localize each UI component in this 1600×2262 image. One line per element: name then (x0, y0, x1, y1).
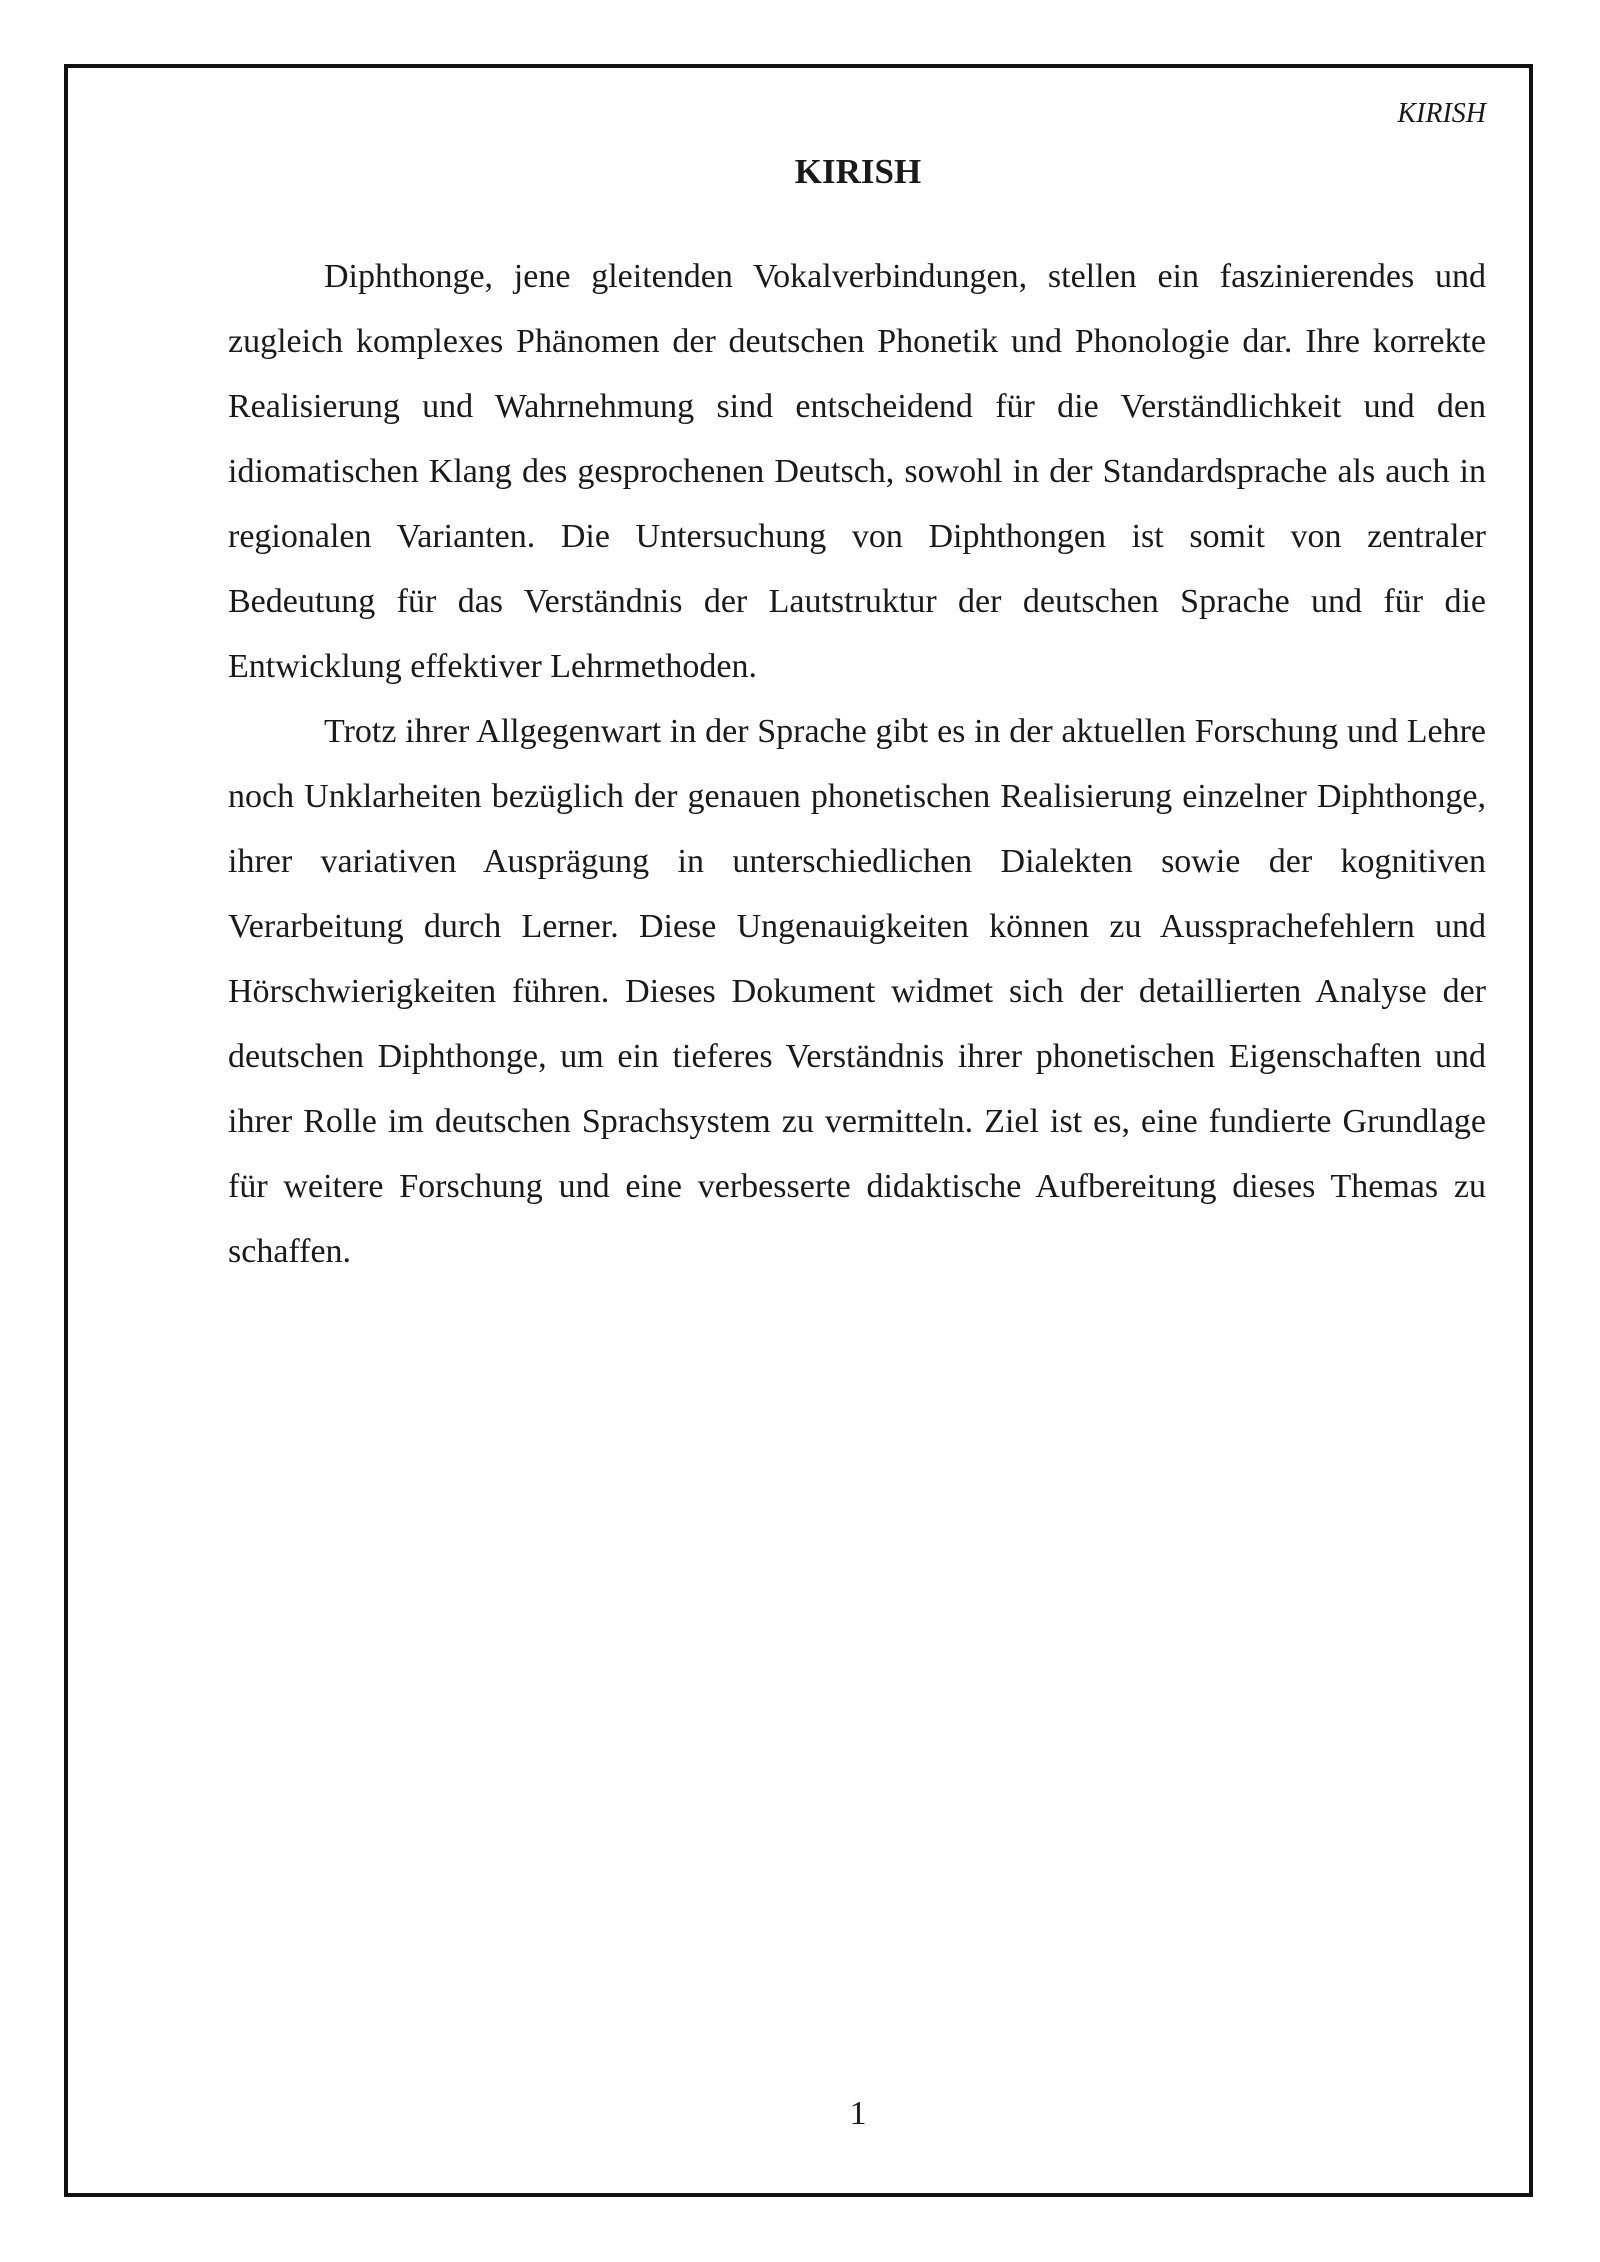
body-text (228, 244, 1486, 1284)
paragraph-1: Diphthonge, jene gleitenden Vokalverbindungen, stellen ein faszinierendes und zugleich komplexes Phänomen der deutschen Phonetik und Phonologie dar. Ihre korrekte Realisierung und Wahrnehmung sind entscheidend für die Verständlichkeit und den idiomatischen Klang des gesprochenen Deutsch, sowohl in der Standardsprache als auch in regionalen Varianten. Die Untersuchung von Diphthongen ist somit von zentraler Bedeutung für das Verständnis der Lautstruktur der deutschen Sprache und für die Entwicklung effektiver Lehrmethoden. (228, 258, 1486, 685)
document-title: KIRISH (794, 152, 922, 191)
running-header: KIRISH (1397, 98, 1486, 129)
page-number: 1 (849, 2095, 867, 2132)
paragraph-2: Trotz ihrer Allgegenwart in der Sprache gibt es in der aktuellen Forschung und Lehre noch Unklarheiten bezüglich der genauen phonetischen Realisierung einzelner Diphthonge, ihrer variativen Ausprägung in unterschiedlichen Dialekten sowie der kognitiven Verarbeitung durch Lerner. Diese Ungenauigkeiten können zu Aussprachefehlern und Hörschwierigkeiten führen. Dieses Dokument widmet sich der detaillierten Analyse der deutschen Diphthonge, um ein tieferes Verständnis ihrer phonetischen Eigenschaften und ihrer Rolle im deutschen Sprachsystem zu vermitteln. Ziel ist es, eine fundierte Grundlage für weitere Forschung und eine verbesserte didaktische Aufbereitung dieses Themas zu schaffen. (228, 713, 1486, 1270)
